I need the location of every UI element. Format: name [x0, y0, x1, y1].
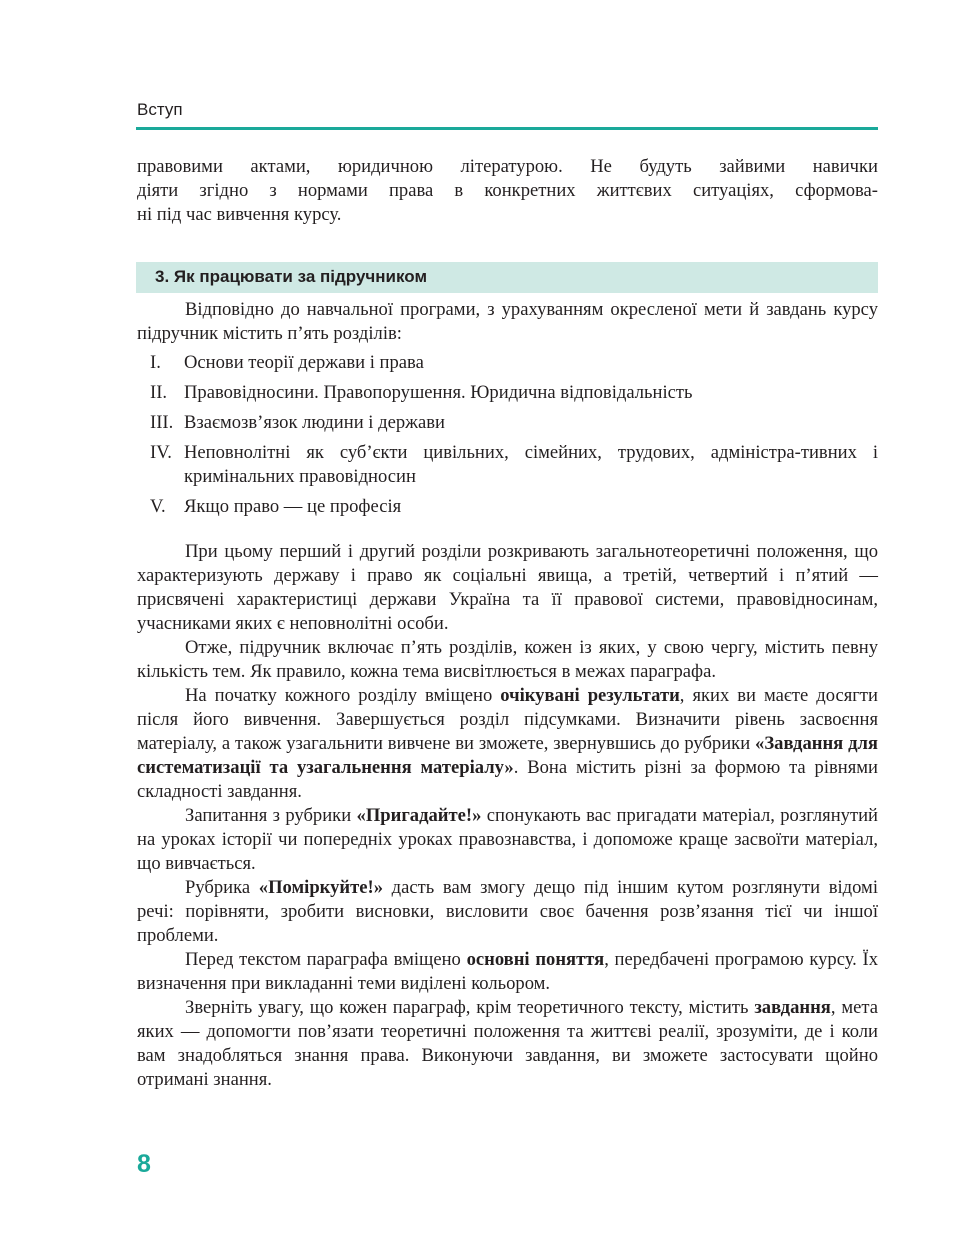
text-run: Перед текстом параграфа вміщено — [185, 949, 467, 970]
chapter-title: Неповнолітні як суб’єкти цивільних, сімейних, трудових, адміністра-тивних і кримінальних правовідносин — [184, 442, 878, 487]
intro-paragraph — [137, 155, 878, 227]
body-paragraph — [137, 804, 878, 876]
intro-line: правовими актами, юридичною літературою. Не будуть зайвими навички — [137, 156, 878, 177]
chapter-number: I. — [150, 352, 161, 373]
chapter-number: III. — [150, 412, 174, 433]
chapter-item — [150, 495, 878, 519]
intro-line: діяти згідно з нормами права в конкретних життєвих ситуаціях, сформова- — [137, 180, 878, 201]
text-run: . Вона містить різні за формою та рівнями складності завдання. — [137, 757, 878, 802]
emphasis-rubric-think: «Поміркуйте!» — [258, 877, 383, 898]
chapter-title: Основи теорії держави і права — [184, 352, 424, 373]
text-run: Рубрика — [185, 877, 259, 898]
emphasis-rubric-remember: «Пригадайте!» — [356, 805, 482, 826]
chapter-title: Якщо право — це професія — [184, 496, 402, 517]
body-paragraph — [137, 996, 878, 1092]
chapter-title: Взаємозв’язок людини і держави — [184, 412, 445, 433]
running-header: Вступ — [137, 100, 183, 119]
section-lead-paragraph: Відповідно до навчальної програми, з урахуванням окресленої мети й завдань курсу підручник містить п’ять розділів: — [137, 299, 878, 344]
chapter-number: II. — [150, 382, 168, 403]
emphasis-tasks: завдання — [754, 997, 831, 1018]
emphasis-expected-results: очікувані результати — [500, 685, 680, 706]
body-text — [137, 540, 878, 1092]
text-run: , яких ви маєте досягти після його вивчення. Завершується розділ підсумками. Визначити рівень засвоєння матеріалу, а також узагальнити вивчене ви зможете, звернувшись до рубрики — [137, 685, 878, 754]
text-run: Зверніть увагу, що кожен параграф, крім теоретичного тексту, містить — [185, 997, 755, 1018]
chapter-item — [150, 441, 878, 489]
section-title: 3. Як працювати за підручником — [155, 267, 428, 286]
header-divider — [136, 127, 878, 130]
chapter-item — [150, 411, 878, 435]
text-run: , мета яких — допомогти пов’язати теоретичні положення та життєві реалії, зрозуміти, де і коли вам знадобляться знання права. Виконуючи завдання, ви зможете застосувати щойно отримані знання. — [137, 997, 878, 1090]
chapter-number: IV. — [150, 442, 172, 463]
body-paragraph — [137, 948, 878, 996]
chapter-title: Правовідносини. Правопорушення. Юридична відповідальність — [184, 382, 693, 403]
page-number: 8 — [137, 1150, 151, 1178]
text-run: , передбачені програмою курсу. Їх визначення при викладанні теми виділені кольором. — [137, 949, 878, 994]
body-paragraph — [137, 876, 878, 948]
chapter-item — [150, 351, 878, 375]
text-run: спонукають вас пригадати матеріал, розглянутий на уроках історії чи попередніх уроках правознавства, і допоможе краще засвоїти матеріал, що вивчається. — [137, 805, 878, 874]
body-paragraph: При цьому перший і другий розділи розкривають загальнотеоретичні положення, що характеризують державу і право як соціальні явища, а третій, четвертий і п’ятий — присвячені характеристиці держави Україна та її правової системи, правовідносинам, учасниками яких є неповнолітні особи. — [137, 541, 878, 634]
text-run: Запитання з рубрики — [185, 805, 357, 826]
intro-line: ні під час вивчення курсу. — [137, 204, 342, 225]
chapter-item — [150, 381, 878, 405]
emphasis-rubric-tasks: «Завдання для систематизації та узагальнення матеріалу» — [137, 733, 878, 778]
text-run: На початку кожного розділу вміщено — [185, 685, 501, 706]
text-run: дасть вам змогу дещо під іншим кутом розглянути відомі речі: порівняти, зробити висновки, висловити своє бачення розв’язання тієї чи іншої проблеми. — [137, 877, 878, 946]
body-paragraph: Отже, підручник включає п’ять розділів, кожен із яких, у свою чергу, містить певну кількість тем. Як правило, кожна тема висвітлюється в межах параграфа. — [137, 637, 878, 682]
body-paragraph — [137, 684, 878, 804]
chapter-number: V. — [150, 496, 166, 517]
emphasis-key-concepts: основні поняття — [466, 949, 605, 970]
chapters-list — [150, 351, 878, 525]
